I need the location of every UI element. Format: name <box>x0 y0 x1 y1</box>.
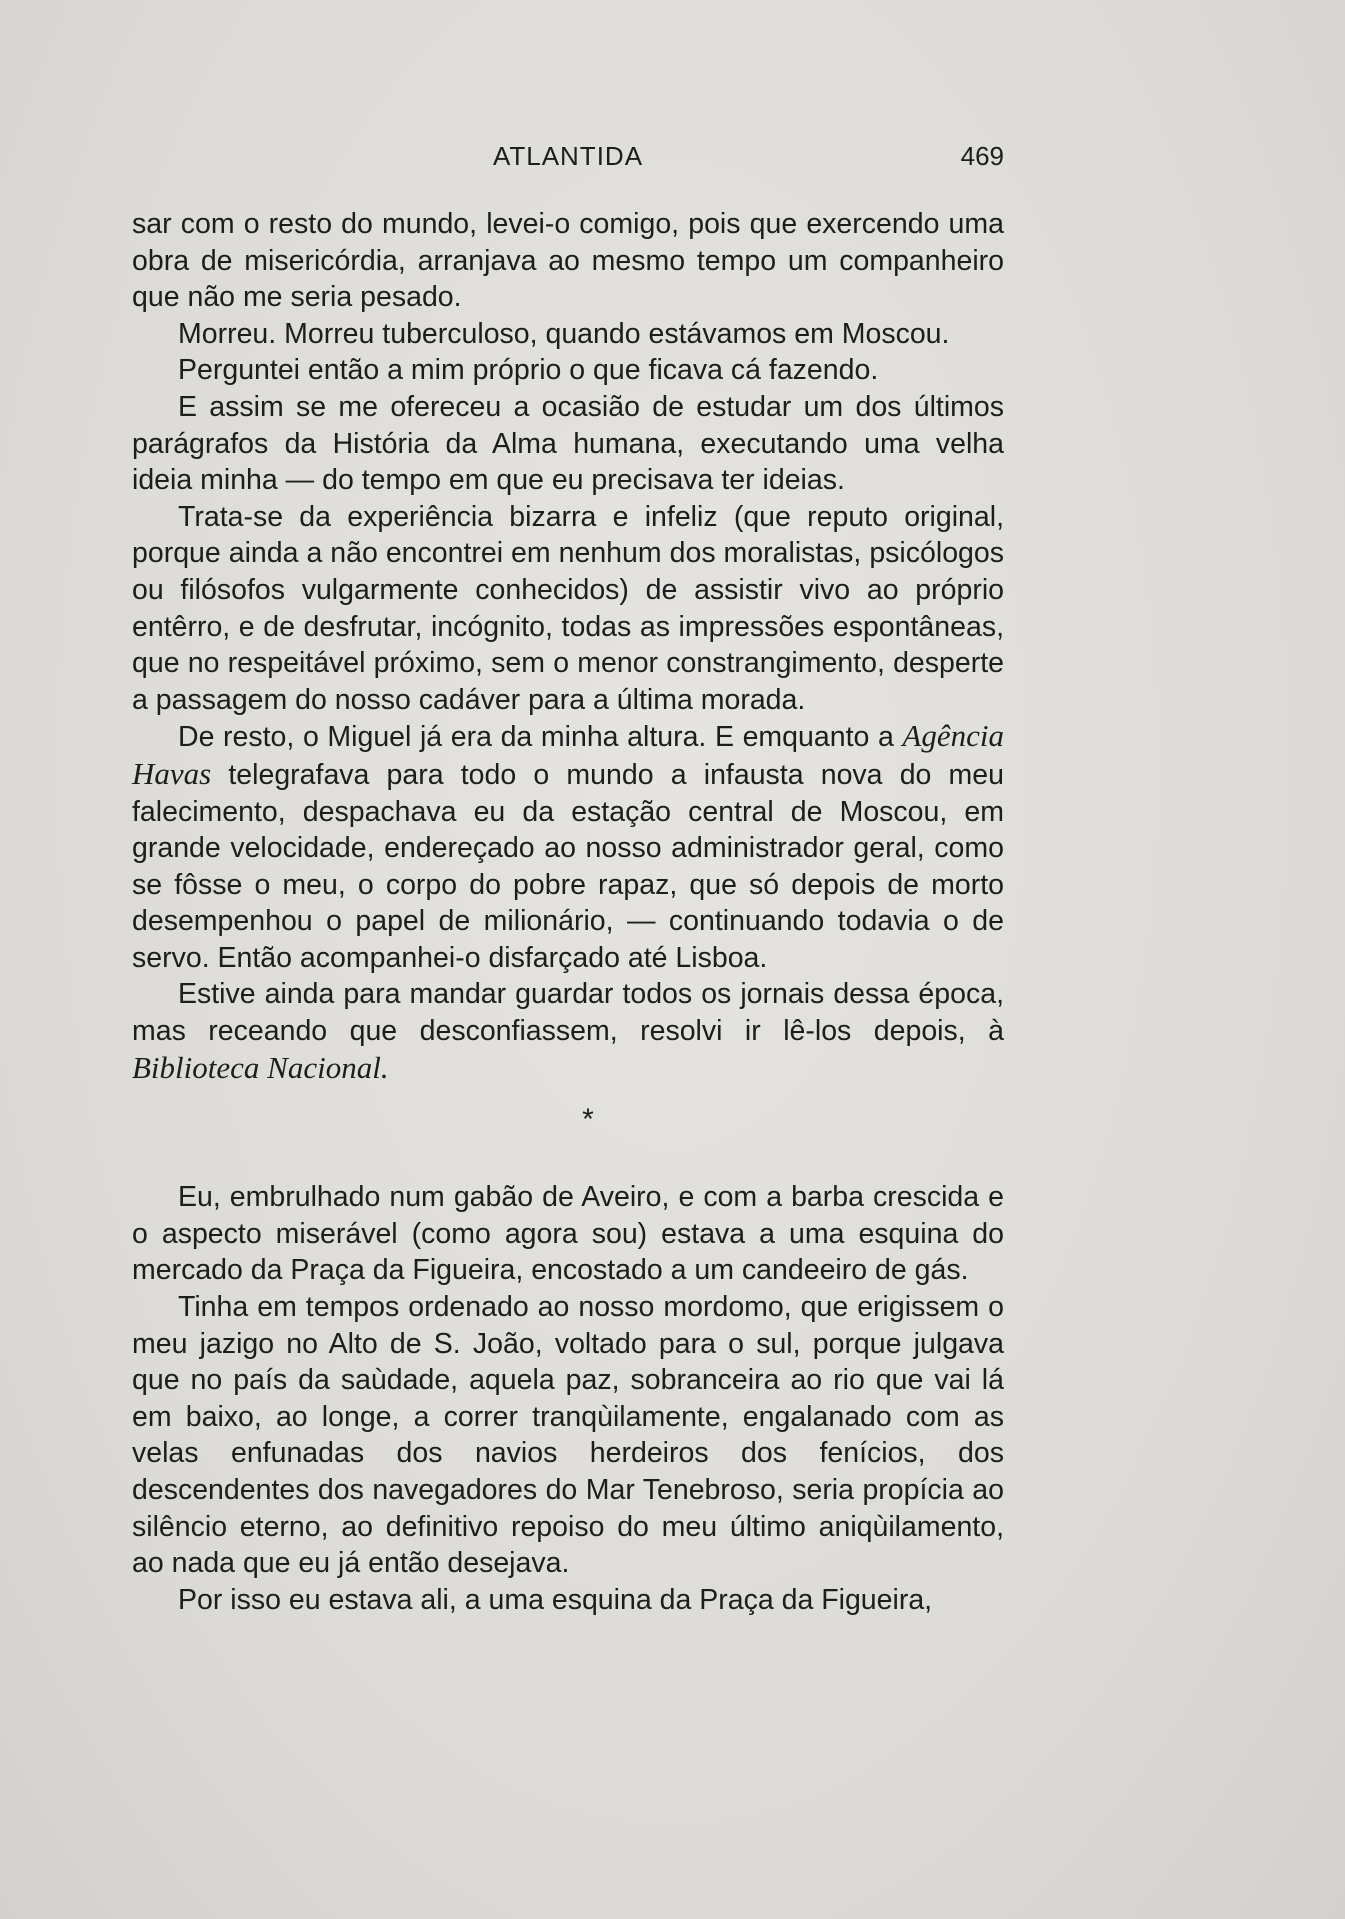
paragraph: Tinha em tempos ordenado ao nosso mordomo, que erigissem o meu jazigo no Alto de S. João, voltado para o sul, porque julgava que no país da saùdade, aquela paz, sobranceira ao rio que vai lá em baixo, ao longe, a correr tranqùilamente, engalanado com as velas enfunadas dos navios herdeiros dos fenícios, dos descendentes dos navegadores do Mar Tenebroso, seria propícia ao silêncio eterno, ao definitivo repoiso do meu último aniqùilamento, ao nada que eu já então desejava. <box>132 1291 1004 1580</box>
paragraph: E assim se me ofereceu a ocasião de estudar um dos últimos parágrafos da História da Alma humana, executando uma velha ideia minha — do tempo em que eu precisava ter ideias. <box>132 390 1004 497</box>
paragraph-text: telegrafava para todo o mundo a infausta nova do meu falecimento, despachava eu da estação central de Moscou, em grande velocidade, endereçado ao nosso administrador geral, como se fôsse o meu, o corpo do pobre rapaz, que só depois de morto desempenhou o papel de milionário, — continuando todavia o de servo. Então acompanhei-o disfarçado até Lisboa. <box>132 758 1004 974</box>
paragraph-continued: sar com o resto do mundo, levei-o comigo, pois que exercendo uma obra de misericórdia, arranjava ao mesmo tempo um companheiro que não me seria pesado. <box>132 208 1004 314</box>
page-header <box>132 138 1004 174</box>
section-separator-asterisk: * <box>582 1103 594 1137</box>
body-text <box>132 206 1004 1618</box>
paragraph-text: De resto, o Miguel já era da minha altura. E emquanto a <box>178 721 903 754</box>
paragraph: Trata-se da experiência bizarra e infeliz (que reputo original, porque ainda a não encontrei em nenhum dos moralistas, psicólogos ou filósofos vulgarmente conhecidos) de assistir vivo ao próprio entêrro, e de desfrutar, incógnito, todas as impressões espontâneas, que no respeitável próximo, sem o menor constrangimento, desperte a passagem do nosso cadáver para a última morada. <box>132 500 1004 716</box>
running-title: ATLANTIDA <box>492 141 644 171</box>
paragraph: Morreu. Morreu tuberculoso, quando estávamos em Moscou. <box>178 317 950 350</box>
page-number: 469 <box>960 141 1004 171</box>
paragraph-text: Estive ainda para mandar guardar todos os jornais dessa época, mas receando que desconfiassem, resolvi ir lê-los depois, à <box>132 978 1004 1048</box>
paragraph <box>132 718 1004 976</box>
paragraph <box>132 976 1004 1087</box>
paragraph: Perguntei então a mim próprio o que ficava cá fazendo. <box>178 354 879 387</box>
italic-agency-name: Agência Havas <box>132 718 1004 791</box>
italic-library-name: Biblioteca Nacional. <box>132 1049 389 1085</box>
paragraph: Eu, embrulhado num gabão de Aveiro, e com a barba crescida e o aspecto miserável (como agora sou) estava a uma esquina do mercado da Praça da Figueira, encostado a um candeeiro de gás. <box>132 1181 1004 1287</box>
paragraph: Por isso eu estava ali, a uma esquina da Praça da Figueira, <box>178 1583 933 1616</box>
